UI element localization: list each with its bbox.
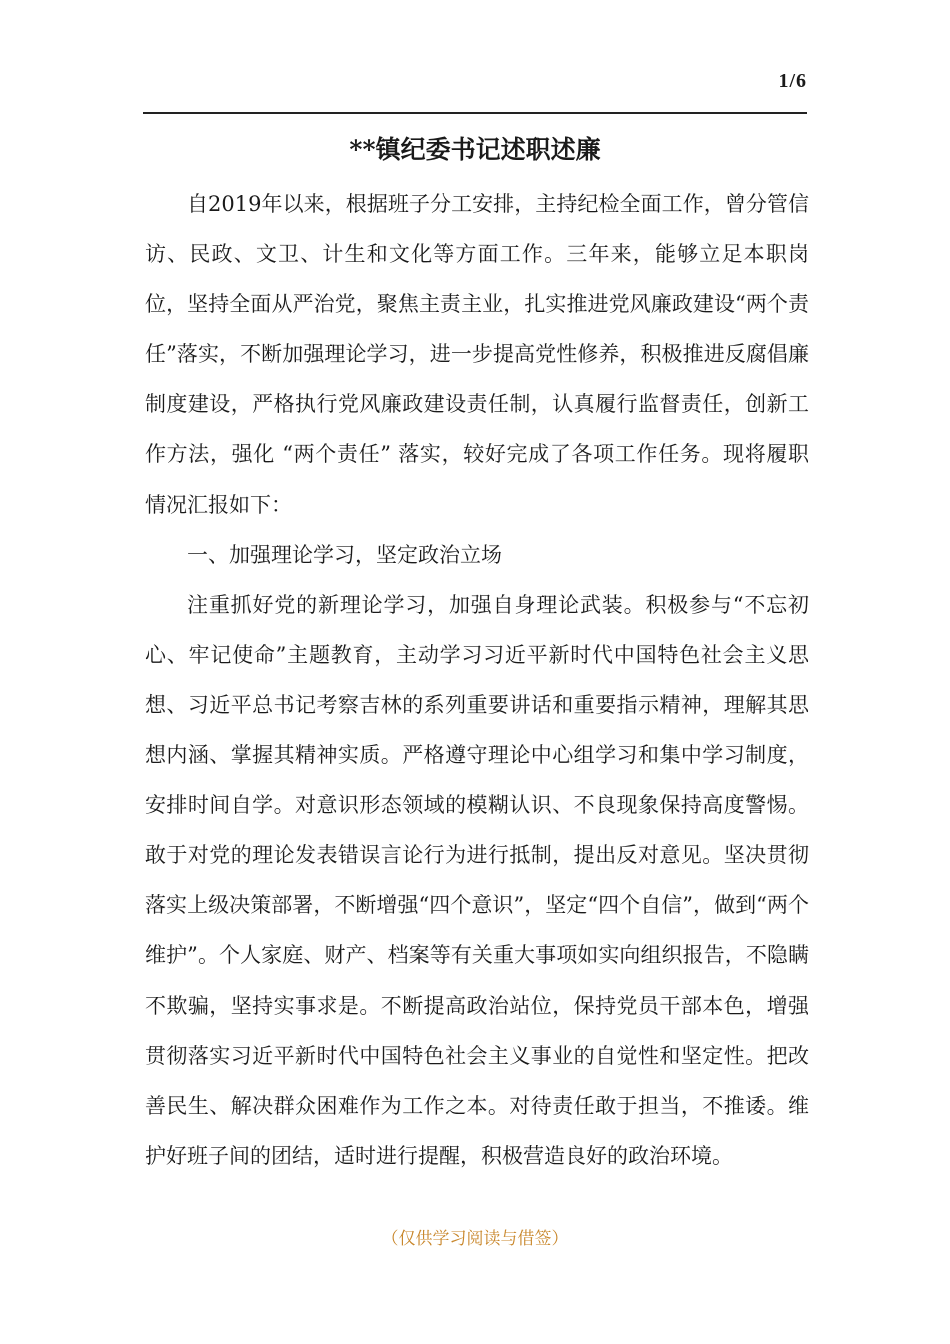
body-paragraph: 注重抓好党的新理论学习，加强自身理论武装。积极参与“不忘初心、牢记使命”主题教育，主动学习习近平新时代中国特色社会主义思想、习近平总书记考察吉林的系列重要讲话和重要指示精神，理解其思想内涵、掌握其精神实质。严格遵守理论中心组学习和集中学习制度，安排时间自学。对意识形态领域的模糊认识、不良现象保持高度警惕。敢于对党的理论发表错误言论行为进行抵制，提出反对意见。坚决贯彻落实上级决策部署，不断增强“四个意识”，坚定“四个自信”，做到“两个维护”。个人家庭、财产、档案等有关重大事项如实向组织报告，不隐瞒不欺骗，坚持实事求是。不断提高政治站位，保持党员干部本色，增强贯彻落实习近平新时代中国特色社会主义事业的自觉性和坚定性。把改善民生、解决群众困难作为工作之本。对待责任敢于担当，不推诿。维护好班子间的团结，适时进行提醒，积极营造良好的政治环境。	[145, 592, 809, 1168]
intro-paragraph: 自2019年以来，根据班子分工安排，主持纪检全面工作，曾分管信访、民政、文卫、计生和文化等方面工作。三年来，能够立足本职岗位，坚持全面从严治党，聚焦主责主业，扎实推进党风廉政建设“两个责任”落实，不断加强理论学习，进一步提高党性修养，积极推进反腐倡廉制度建设，严格执行党风廉政建设责任制，认真履行监督责任，创新工作方法，强化 “两个责任” 落实，较好完成了各项工作任务。现将履职情况汇报如下：	[145, 192, 809, 517]
header-divider	[143, 112, 807, 114]
document-body	[145, 179, 809, 1181]
section-heading: 一、加强理论学习，坚定政治立场	[187, 542, 502, 567]
document-title: **镇纪委书记述职述廉	[349, 135, 601, 164]
page-number: 1/6	[778, 70, 807, 92]
footer-note: （仅供学习阅读与借签）	[381, 1229, 569, 1249]
